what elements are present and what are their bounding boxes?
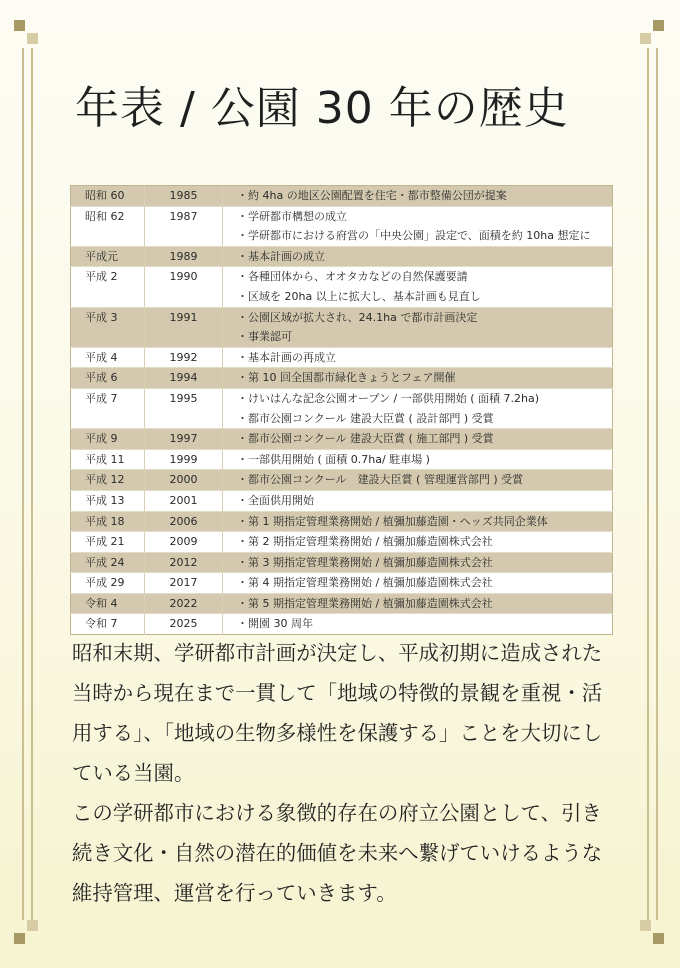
timeline-era: 平成 18: [71, 511, 145, 532]
timeline-events: [223, 206, 613, 246]
corner-square: [640, 920, 651, 931]
timeline-events: [223, 614, 613, 635]
timeline-era: 平成 2: [71, 267, 145, 307]
timeline-event: ・全面供用開始: [237, 493, 314, 507]
timeline-events: [223, 186, 613, 207]
timeline-row: [71, 614, 613, 635]
timeline-row: [71, 267, 613, 307]
timeline-events: [223, 307, 613, 347]
timeline-row: [71, 593, 613, 614]
corner-square: [640, 33, 651, 44]
timeline-event: ・各種団体から、オオタカなどの自然保護要請: [237, 270, 468, 284]
timeline-event: ・区域を 20ha 以上に拡大し、基本計画も見直し: [237, 289, 481, 303]
timeline-year: 1987: [145, 206, 223, 246]
timeline-era: 平成 24: [71, 552, 145, 573]
timeline-year: 2022: [145, 593, 223, 614]
frame-line-right-inner: [647, 48, 649, 920]
timeline-event: ・第 1 期指定管理業務開始 / 植彌加藤造園・ヘッズ共同企業体: [237, 514, 548, 528]
timeline-year: 1994: [145, 368, 223, 389]
timeline-row: [71, 186, 613, 207]
corner-ornament-bottom-left: [14, 920, 40, 946]
timeline-era: 昭和 60: [71, 186, 145, 207]
timeline-year: 1985: [145, 186, 223, 207]
timeline-era: 平成 7: [71, 388, 145, 428]
timeline-era: 令和 7: [71, 614, 145, 635]
timeline-events: [223, 347, 613, 368]
timeline-event: ・都市公園コンクール 建設大臣賞 ( 施工部門 ) 受賞: [237, 432, 494, 446]
timeline-events: [223, 449, 613, 470]
timeline-event: ・学研都市構想の成立: [237, 209, 347, 223]
page-title: 年表 / 公園 30 年の歴史: [75, 83, 569, 134]
timeline-events: [223, 573, 613, 594]
timeline-body: [71, 186, 613, 635]
timeline-year: 2012: [145, 552, 223, 573]
corner-square: [14, 20, 25, 31]
timeline-event: ・けいはんな記念公園オープン / 一部供用開始 ( 面積 7.2ha): [237, 391, 539, 405]
timeline-row: [71, 470, 613, 491]
timeline-year: 2009: [145, 532, 223, 553]
corner-ornament-bottom-right: [640, 920, 666, 946]
timeline-year: 2001: [145, 490, 223, 511]
timeline-row: [71, 511, 613, 532]
corner-ornament-top-right: [640, 20, 666, 46]
timeline-events: [223, 532, 613, 553]
timeline-table: [70, 185, 613, 635]
timeline-event: ・公園区域が拡大され、24.1ha で都市計画決定: [237, 310, 478, 324]
description: [72, 633, 617, 913]
timeline-row: [71, 429, 613, 450]
timeline-events: [223, 368, 613, 389]
timeline-event: ・開園 30 周年: [237, 617, 313, 631]
timeline-events: [223, 429, 613, 450]
timeline-era: 平成 13: [71, 490, 145, 511]
timeline-era: 平成 12: [71, 470, 145, 491]
corner-square: [27, 920, 38, 931]
timeline-row: [71, 307, 613, 347]
timeline-event: ・第 2 期指定管理業務開始 / 植彌加藤造園株式会社: [237, 535, 493, 549]
timeline-year: 1991: [145, 307, 223, 347]
timeline-event: ・第 10 回全国都市緑化きょうとフェア開催: [237, 371, 456, 385]
timeline-event: ・約 4ha の地区公園配置を住宅・都市整備公団が提案: [237, 189, 507, 202]
frame-line-left-outer: [22, 48, 24, 920]
timeline-event: ・第 4 期指定管理業務開始 / 植彌加藤造園株式会社: [237, 576, 493, 590]
timeline-event: ・第 3 期指定管理業務開始 / 植彌加藤造園株式会社: [237, 555, 493, 569]
timeline-row: [71, 490, 613, 511]
corner-square: [14, 933, 25, 944]
timeline-year: 1990: [145, 267, 223, 307]
timeline-events: [223, 593, 613, 614]
corner-ornament-top-left: [14, 20, 40, 46]
timeline-events: [223, 246, 613, 267]
timeline-events: [223, 511, 613, 532]
timeline-era: 平成 21: [71, 532, 145, 553]
timeline-era: 平成 9: [71, 429, 145, 450]
timeline-era: 平成 3: [71, 307, 145, 347]
timeline-year: 1989: [145, 246, 223, 267]
timeline-era: 平成 6: [71, 368, 145, 389]
timeline-event: ・基本計画の再成立: [237, 350, 336, 364]
timeline-events: [223, 267, 613, 307]
timeline-era: 平成 11: [71, 449, 145, 470]
timeline-row: [71, 388, 613, 428]
timeline-year: 2025: [145, 614, 223, 635]
corner-square: [653, 933, 664, 944]
timeline-year: 1997: [145, 429, 223, 450]
timeline-event: ・一部供用開始 ( 面積 0.7ha/ 駐車場 ): [237, 452, 430, 466]
timeline-events: [223, 552, 613, 573]
timeline-year: 2017: [145, 573, 223, 594]
timeline-row: [71, 532, 613, 553]
timeline-year: 1995: [145, 388, 223, 428]
frame-line-right-outer: [656, 48, 658, 920]
corner-square: [653, 20, 664, 31]
timeline-era: 平成元: [71, 246, 145, 267]
timeline-era: 令和 4: [71, 593, 145, 614]
timeline-year: 2000: [145, 470, 223, 491]
timeline-row: [71, 573, 613, 594]
timeline-row: [71, 552, 613, 573]
timeline-year: 2006: [145, 511, 223, 532]
timeline-year: 1992: [145, 347, 223, 368]
timeline-event: ・事業認可: [237, 330, 292, 344]
timeline-row: [71, 449, 613, 470]
timeline-row: [71, 246, 613, 267]
timeline-event: ・都市公園コンクール 建設大臣賞 ( 管理運営部門 ) 受賞: [237, 473, 524, 487]
timeline-year: 1999: [145, 449, 223, 470]
corner-square: [27, 33, 38, 44]
timeline-row: [71, 368, 613, 389]
timeline-row: [71, 347, 613, 368]
description-paragraph-1: 昭和末期、学研都市計画が決定し、平成初期に造成された当時から現在まで一貫して「地域の特徴的景観を重視・活用する」、「地域の生物多様性を保護する」ことを大切にしている当園。: [72, 641, 603, 785]
timeline-row: [71, 206, 613, 246]
timeline-event: ・都市公園コンクール 建設大臣賞 ( 設計部門 ) 受賞: [237, 411, 494, 425]
timeline-events: [223, 470, 613, 491]
timeline-era: 平成 4: [71, 347, 145, 368]
timeline-era: 昭和 62: [71, 206, 145, 246]
frame-line-left-inner: [31, 48, 33, 920]
timeline-events: [223, 490, 613, 511]
timeline-event: ・学研都市における府営の「中央公園」設定で、面積を約 10ha 想定に: [237, 229, 591, 243]
timeline-events: [223, 388, 613, 428]
timeline-event: ・第 5 期指定管理業務開始 / 植彌加藤造園株式会社: [237, 596, 493, 610]
timeline-event: ・基本計画の成立: [237, 249, 325, 263]
timeline-era: 平成 29: [71, 573, 145, 594]
description-paragraph-2: この学研都市における象徴的存在の府立公園として、引き続き文化・自然の潜在的価値を未来へ繋げていけるような維持管理、運営を行っていきます。: [72, 801, 603, 905]
